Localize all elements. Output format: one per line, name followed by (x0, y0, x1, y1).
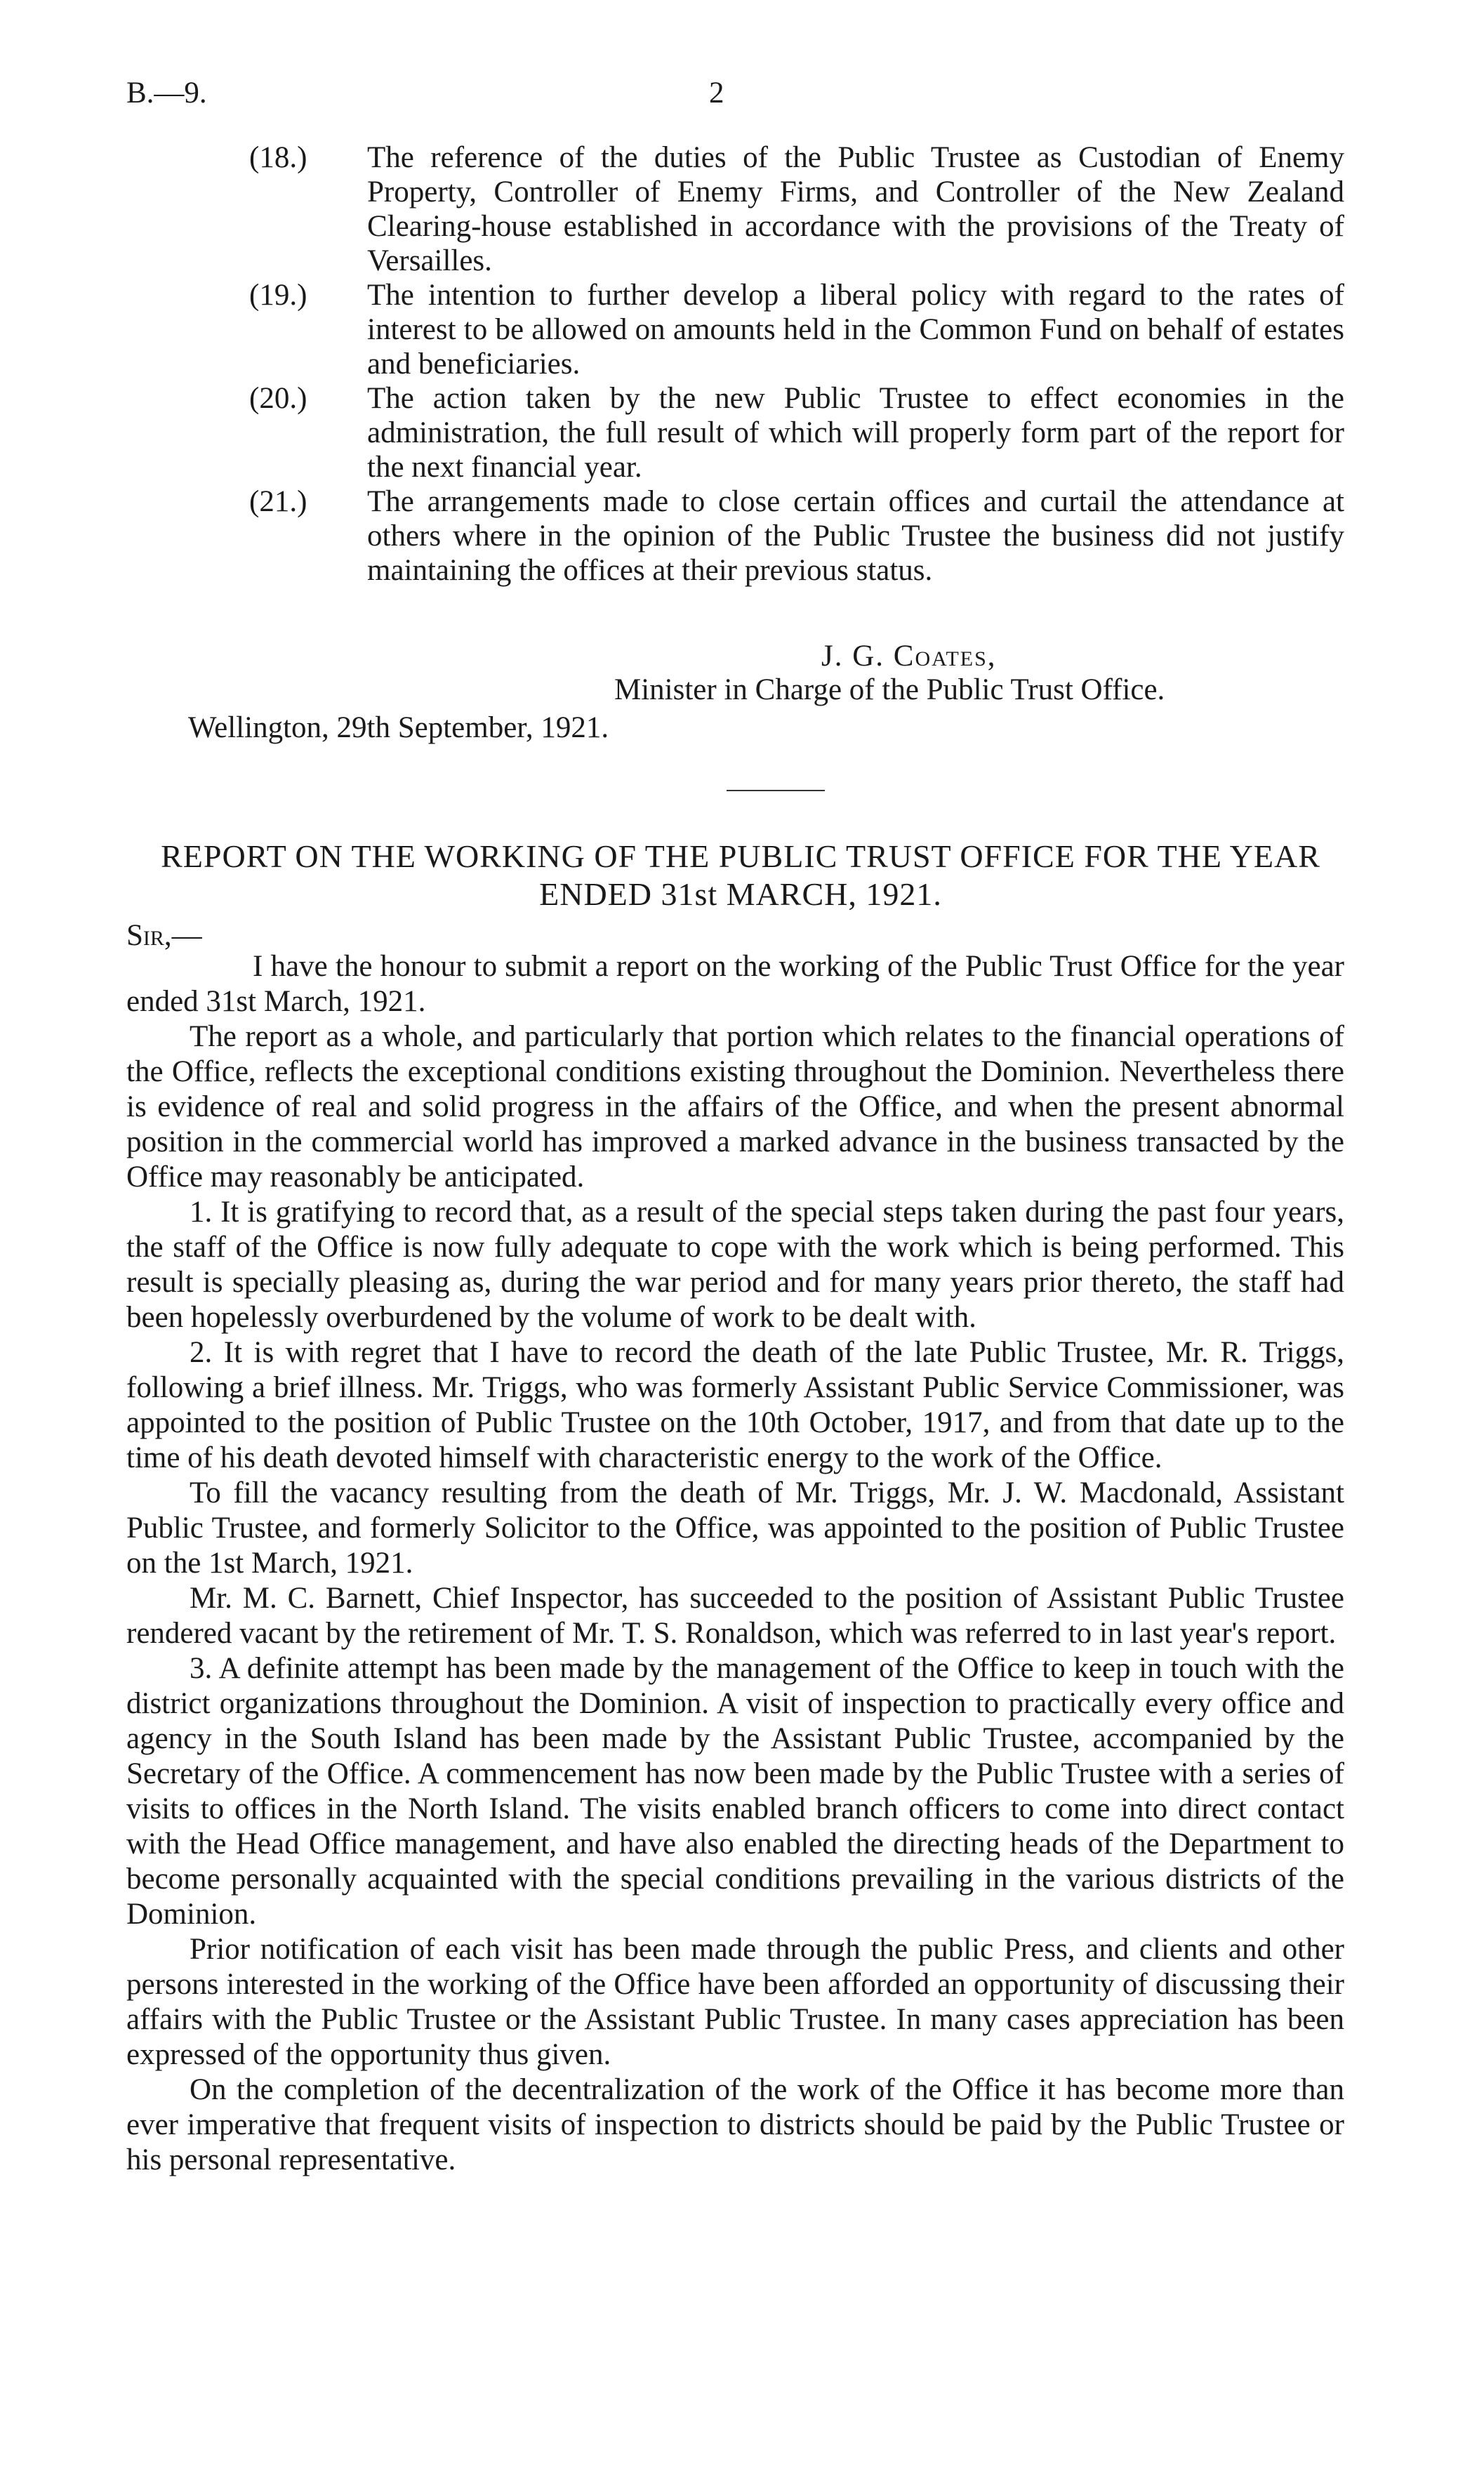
body-paragraph: To fill the vacancy resulting from the death of Mr. Triggs, Mr. J. W. Macdonald, Assistant Public Trustee, and formerly Solicitor to the Office, was appointed to the position of Public Trustee on the 1st March, 1921. (126, 1476, 1344, 1580)
item-text: The reference of the duties of the Public Trustee as Custodian of Enemy Property, Controller of Enemy Firms, and Controller of the New Zealand Clearing-house established in accordance with the provisions of the Treaty of Versailles. (367, 141, 1344, 277)
salutation: Sir,— (126, 919, 202, 952)
item-text: The intention to further develop a liberal policy with regard to the rates of interest to be allowed on amounts held in the Common Fund on behalf of estates and beneficiaries. (367, 279, 1344, 381)
report-body (126, 949, 1344, 2178)
body-paragraph: I have the honour to submit a report on the working of the Public Trust Office for the year ended 31st March, 1921. (126, 950, 1344, 1018)
numbered-item (249, 381, 1344, 484)
body-paragraph: On the completion of the decentralization of the work of the Office it has become more than ever imperative that frequent visits of inspection to districts should be paid by the Public Trustee or his personal representative. (126, 2073, 1344, 2176)
page-number: 2 (709, 77, 724, 110)
item-text: The arrangements made to close certain offices and curtail the attendance at others where in the opinion of the Public Trustee the business did not justify maintaining the offices at their previous status. (367, 485, 1344, 587)
signatory-name: J. G. Coates, (821, 640, 997, 673)
item-number: (21.) (249, 485, 307, 518)
section-divider (727, 790, 825, 791)
item-text: The action taken by the new Public Trustee to effect economies in the administration, the full result of which will properly form part of the report for the next financial year. (367, 382, 1344, 484)
parliamentary-paper-reference: B.—9. (126, 77, 207, 110)
numbered-item (249, 278, 1344, 381)
report-title: REPORT ON THE WORKING OF THE PUBLIC TRUST OFFICE FOR THE YEAR ENDED 31st MARCH, 1921. (161, 838, 1320, 912)
body-paragraph: 3. A definite attempt has been made by the management of the Office to keep in touch with the district organizations throughout the Dominion. A visit of inspection to practically every office and agency in the South Island has been made by the Assistant Public Trustee, accompanied by the Secretary of the Office. A commencement has now been made by the Public Trustee with a series of visits to offices in the North Island. The visits enabled branch officers to come into direct contact with the Head Office management, and have also enabled the directing heads of the Department to become personally acquainted with the special conditions prevailing in the various districts of the Dominion. (126, 1652, 1344, 1931)
body-paragraph: 1. It is gratifying to record that, as a result of the special steps taken during the past four years, the staff of the Office is now fully adequate to cope with the work which is being performed. This result is specially pleasing as, during the war period and for many years prior thereto, the staff had been hopelessly overburdened by the volume of work to be dealt with. (126, 1196, 1344, 1334)
numbered-item (249, 484, 1344, 588)
item-number: (18.) (249, 141, 307, 174)
numbered-item (249, 140, 1344, 278)
body-paragraph: Prior notification of each visit has been made through the public Press, and clients and other persons interested in the working of the Office have been afforded an opportunity of discussing their affairs with the Public Trustee or the Assistant Public Trustee. In many cases appreciation has been expressed of the opportunity thus given. (126, 1933, 1344, 2071)
place-and-date: Wellington, 29th September, 1921. (188, 711, 609, 744)
body-paragraph: 2. It is with regret that I have to record the death of the late Public Trustee, Mr. R. Triggs, following a brief illness. Mr. Triggs, who was formerly Assistant Public Service Commissioner, was appointed to the position of Public Trustee on the 10th October, 1917, and from that date up to the time of his death devoted himself with characteristic energy to the work of the Office. (126, 1336, 1344, 1474)
item-number: (19.) (249, 279, 307, 312)
item-number: (20.) (249, 382, 307, 415)
numbered-items-list (249, 140, 1344, 588)
signatory-title: Minister in Charge of the Public Trust Office. (614, 673, 1165, 706)
body-paragraph: The report as a whole, and particularly that portion which relates to the financial operations of the Office, reflects the exceptional conditions existing throughout the Dominion. Nevertheless there is evidence of real and solid progress in the affairs of the Office, and when the present abnormal position in the commercial world has improved a marked advance in the business transacted by the Office may reasonably be anticipated. (126, 1020, 1344, 1194)
body-paragraph: Mr. M. C. Barnett, Chief Inspector, has succeeded to the position of Assistant Public Trustee rendered vacant by the retirement of Mr. T. S. Ronaldson, which was referred to in last year's report. (126, 1582, 1344, 1650)
